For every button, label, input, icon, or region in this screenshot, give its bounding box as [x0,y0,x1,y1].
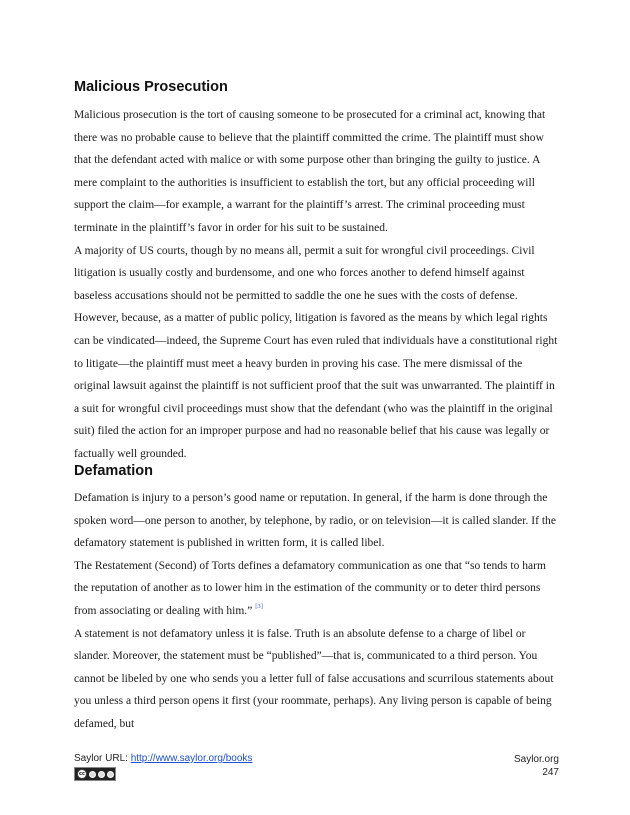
paragraph: Malicious prosecution is the tort of causing someone to be prosecuted for a criminal act, knowing that there was no probable cause to believe that the plaintiff committed the crime. The plaintiff must show that the defendant acted with malice or with some purpose other than bringing the guilty to justice. A mere complaint to the authorities is insufficient to establish the tort, but any official proceeding will support the claim—for example, a warrant for the plaintiff’s arrest. The criminal proceeding must terminate in the plaintiff’s favor in order for his suit to be sustained. [74,109,546,234]
footnote-link[interactable]: [3] [255,602,263,610]
paragraph-text: The Restatement (Second) of Torts defines a defamatory communication as one that “so tends to harm the reputation of another as to lower him in the estimation of the community or to deter third persons from associating or dealing with him.” [74,559,546,617]
attribution-icon [89,771,96,778]
paragraph [74,555,559,623]
footer-site-info [514,753,559,779]
page-number: 247 [542,767,559,778]
noncommercial-icon [98,771,105,778]
paragraph: A majority of US courts, though by no means all, permit a suit for wrongful civil proceedings. Civil litigation is usually costly and burdensome, and one who forces another to defend himself against baseless accusations should not be permitted to saddle the one he sues with the costs of defense. However, because, as a matter of public policy, litigation is favored as the means by which legal rights can be vindicated—indeed, the Supreme Court has even ruled that individuals have a constitutional right to litigate—the plaintiff must meet a heavy burden in proving his case. The mere dismissal of the original lawsuit against the plaintiff is not sufficient proof that the suit was unwarranted. The plaintiff in a suit for wrongful civil proceedings must show that the defendant (who was the plaintiff in the original suit) filed the action for an improper purpose and had no reasonable belief that his cause was legally or factually well grounded. [74,244,558,460]
footer-source [74,753,252,764]
creative-commons-license-icon [74,767,116,781]
section-body-defamation [74,487,559,736]
cc-logo-icon: cc [77,769,87,779]
section-heading-malicious-prosecution: Malicious Prosecution [74,79,228,95]
footer-url-link[interactable]: http://www.saylor.org/books [130,753,253,764]
sharealike-icon [107,771,114,778]
section-body-malicious-prosecution [74,104,559,466]
footer-site-name: Saylor.org [513,754,559,765]
paragraph: Defamation is injury to a person’s good name or reputation. In general, if the harm is done through the spoken word—one person to another, by telephone, by radio, or on television—it is called slander. If the defamatory statement is published in written form, it is called libel. [74,492,556,550]
section-heading-defamation: Defamation [74,463,153,479]
paragraph: A statement is not defamatory unless it is false. Truth is an absolute defense to a charge of libel or slander. Moreover, the statement must be “published”—that is, communicated to a third person. You cannot be libeled by one who sends you a letter full of false accusations and scurrilous statements about you unless a third person opens it first (your roommate, perhaps). Any living person is capable of being defamed, but [74,627,554,730]
footer-url-label: Saylor URL: [74,753,131,764]
page-footer [74,753,559,783]
